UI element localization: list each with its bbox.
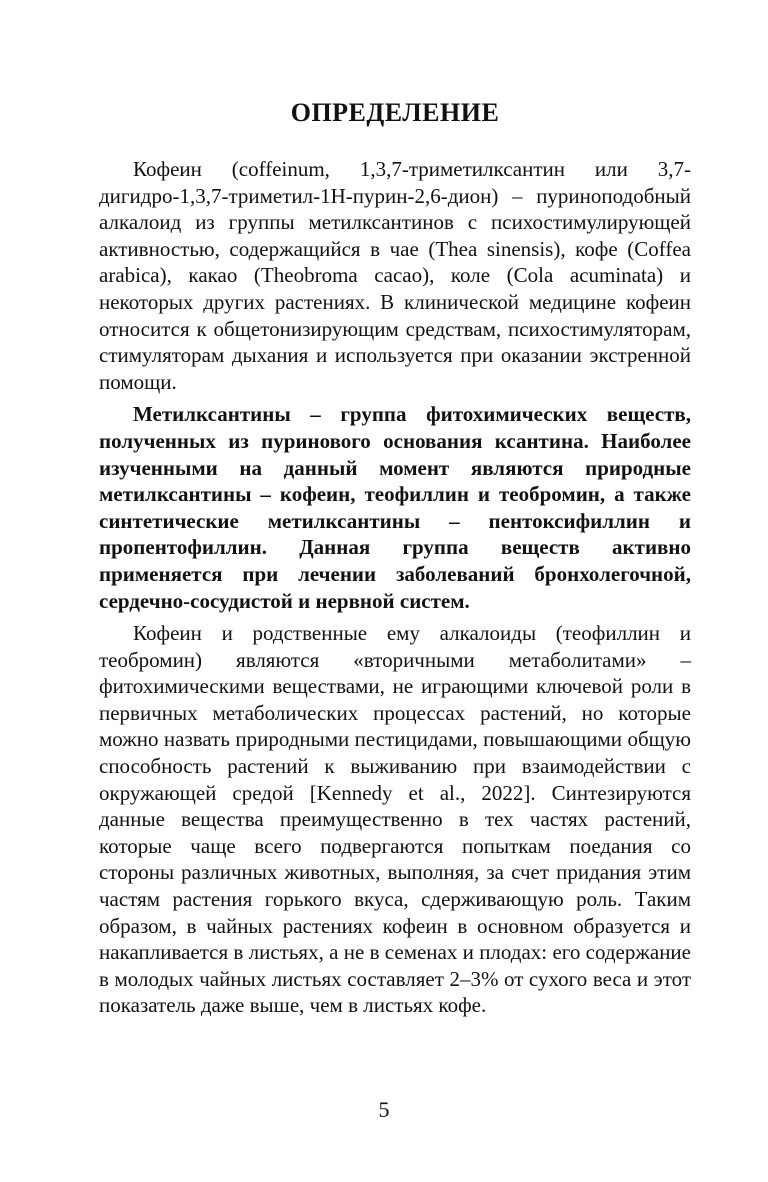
page-body [99,96,691,1025]
paragraph-secondary-metabolites: Кофеин и родственные ему алкалоиды (теофиллин и теобромин) являются «вторичными метаболитами» – фитохимическими веществами, не играющими ключевой роли в первичных метаболических процессах растений, но которые можно назвать природными пестицидами, повышающими общую способность растений к выживанию при взаимодействии с окружающей средой [Kennedy et al., 2022]. Синтезируются данные вещества преимущественно в тех частях растений, которые чаще всего подвергаются попыткам поедания со стороны различных животных, выполняя, за счет придания этим частям растения горького вкуса, сдерживающую роль. Таким образом, в чайных растениях кофеин в основном образуется и накапливается в листьях, а не в семенах и плодах: его содержание в молодых чайных листьях составляет 2–3% от сухого веса и этот показатель даже выше, чем в листьях кофе. [99,621,691,1018]
page-number: 5 [378,1097,390,1122]
paragraph-caffeine-definition: Кофеин (coffeinum, 1,3,7-триметилксантин или 3,7-дигидро-1,3,7-триметил-1Н-пурин-2,6-дион) – пуриноподобный алкалоид из группы метилксантинов с психостимулирующей активностью, содержащийся в чае (Thea sinensis), кофе (Coffea arabica), какао (Theobroma cacao), коле (Cola acuminata) и некоторых других растениях. В клинической медицине кофеин относится к общетонизирующим средствам, психостимуляторам, стимуляторам дыхания и используется при оказании экстренной помощи. [99,157,691,394]
paragraph-methylxanthines: Метилксантины – группа фитохимических веществ, полученных из пуринового основания ксантина. Наиболее изученными на данный момент являются природные метилксантины – кофеин, теофиллин и теобромин, а также синтетические метилксантины – пентоксифиллин и пропентофиллин. Данная группа веществ активно применяется при лечении заболеваний бронхолегочной, сердечно-сосудистой и нервной систем. [99,402,691,613]
page-title: ОПРЕДЕЛЕНИЕ [290,98,500,127]
